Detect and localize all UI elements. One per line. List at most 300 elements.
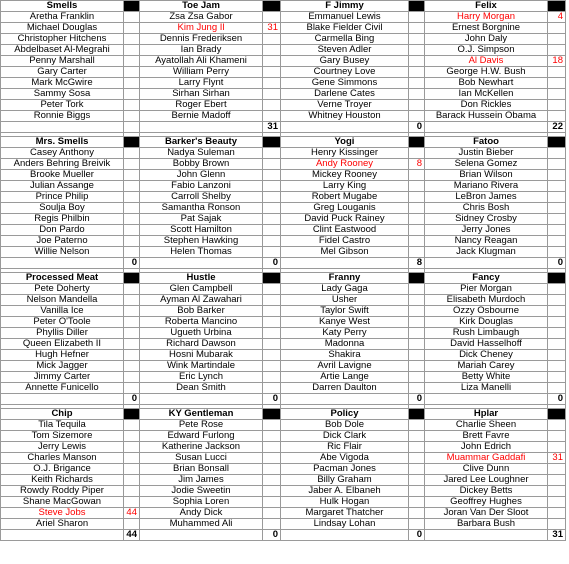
pick-points-cell[interactable]: [548, 203, 566, 214]
pick-points-cell[interactable]: [409, 23, 425, 34]
pick-points-cell[interactable]: [263, 339, 281, 350]
pick-name-cell[interactable]: David Puck Rainey: [281, 214, 409, 225]
pick-name-cell[interactable]: Jodie Sweetin: [140, 486, 263, 497]
pick-points-cell[interactable]: [548, 34, 566, 45]
pick-points-cell[interactable]: [548, 519, 566, 530]
pick-name-cell[interactable]: Shane MacGowan: [1, 497, 124, 508]
pick-name-cell[interactable]: Eric Lynch: [140, 372, 263, 383]
team-name-cell[interactable]: Barker's Beauty: [140, 137, 263, 148]
pick-name-cell[interactable]: Jim James: [140, 475, 263, 486]
total-spacer-cell[interactable]: [281, 394, 409, 405]
pick-points-cell[interactable]: [409, 508, 425, 519]
pick-name-cell[interactable]: Margaret Thatcher: [281, 508, 409, 519]
pick-name-cell[interactable]: Clive Dunn: [425, 464, 548, 475]
pick-points-cell[interactable]: [409, 361, 425, 372]
pick-name-cell[interactable]: Bob Barker: [140, 306, 263, 317]
pick-points-cell[interactable]: [263, 328, 281, 339]
pick-points-cell[interactable]: [263, 508, 281, 519]
total-spacer-cell[interactable]: [1, 258, 124, 269]
pick-name-cell[interactable]: Liza Manelli: [425, 383, 548, 394]
pick-name-cell[interactable]: Dickey Betts: [425, 486, 548, 497]
pick-points-cell[interactable]: [548, 111, 566, 122]
pick-points-cell[interactable]: [124, 453, 140, 464]
pick-name-cell[interactable]: Peter O'Toole: [1, 317, 124, 328]
team-name-cell[interactable]: Processed Meat: [1, 273, 124, 284]
total-spacer-cell[interactable]: [140, 394, 263, 405]
pick-name-cell[interactable]: O.J. Simpson: [425, 45, 548, 56]
team-name-cell[interactable]: Hplar: [425, 409, 548, 420]
pick-points-cell[interactable]: [548, 295, 566, 306]
pick-points-cell[interactable]: [548, 497, 566, 508]
pick-name-cell[interactable]: Richard Dawson: [140, 339, 263, 350]
pick-name-cell[interactable]: Abdelbaset Al-Megrahi: [1, 45, 124, 56]
pick-name-cell[interactable]: Pat Sajak: [140, 214, 263, 225]
pick-name-cell[interactable]: Phyllis Diller: [1, 328, 124, 339]
pick-points-cell[interactable]: [548, 78, 566, 89]
team-total-cell[interactable]: 0: [263, 530, 281, 541]
pick-points-cell[interactable]: [409, 350, 425, 361]
pick-name-cell[interactable]: Sirhan Sirhan: [140, 89, 263, 100]
pick-name-cell[interactable]: Darren Daulton: [281, 383, 409, 394]
pick-name-cell[interactable]: Ric Flair: [281, 442, 409, 453]
pick-points-cell[interactable]: [263, 45, 281, 56]
pick-name-cell[interactable]: Dick Cheney: [425, 350, 548, 361]
pick-name-cell[interactable]: Ronnie Biggs: [1, 111, 124, 122]
pick-points-cell[interactable]: [409, 247, 425, 258]
total-spacer-cell[interactable]: [1, 530, 124, 541]
pick-points-cell[interactable]: [263, 284, 281, 295]
pick-points-cell[interactable]: [548, 306, 566, 317]
pick-name-cell[interactable]: Carmella Bing: [281, 34, 409, 45]
pick-name-cell[interactable]: Billy Graham: [281, 475, 409, 486]
pick-points-cell[interactable]: [263, 519, 281, 530]
pick-name-cell[interactable]: Selena Gomez: [425, 159, 548, 170]
team-total-cell[interactable]: 22: [548, 122, 566, 133]
pick-points-cell[interactable]: [124, 372, 140, 383]
pick-points-cell[interactable]: [409, 420, 425, 431]
pick-points-cell[interactable]: [124, 350, 140, 361]
pick-points-cell[interactable]: [548, 284, 566, 295]
pick-name-cell[interactable]: Sophia Loren: [140, 497, 263, 508]
pick-name-cell[interactable]: David Hasselhoff: [425, 339, 548, 350]
pick-points-cell[interactable]: [124, 236, 140, 247]
total-spacer-cell[interactable]: [425, 258, 548, 269]
pick-points-cell[interactable]: [263, 497, 281, 508]
pick-name-cell[interactable]: Pier Morgan: [425, 284, 548, 295]
total-spacer-cell[interactable]: [140, 122, 263, 133]
pick-name-cell[interactable]: Jimmy Carter: [1, 372, 124, 383]
pick-points-cell[interactable]: [124, 339, 140, 350]
pick-points-cell[interactable]: [263, 111, 281, 122]
pick-points-cell[interactable]: [548, 214, 566, 225]
pick-points-cell[interactable]: [124, 464, 140, 475]
pick-points-cell[interactable]: [263, 420, 281, 431]
pick-points-cell[interactable]: [548, 361, 566, 372]
pick-name-cell[interactable]: Brett Favre: [425, 431, 548, 442]
pick-name-cell[interactable]: Muhammed Ali: [140, 519, 263, 530]
pick-name-cell[interactable]: Kim Jung Il: [140, 23, 263, 34]
pick-name-cell[interactable]: Willie Nelson: [1, 247, 124, 258]
pick-name-cell[interactable]: Charles Manson: [1, 453, 124, 464]
pick-name-cell[interactable]: Jerry Lewis: [1, 442, 124, 453]
pick-name-cell[interactable]: Ian McKellen: [425, 89, 548, 100]
pick-name-cell[interactable]: Mickey Rooney: [281, 170, 409, 181]
pick-points-cell[interactable]: [409, 236, 425, 247]
total-spacer-cell[interactable]: [425, 122, 548, 133]
pick-name-cell[interactable]: Pete Doherty: [1, 284, 124, 295]
pick-name-cell[interactable]: Katy Perry: [281, 328, 409, 339]
pick-name-cell[interactable]: Queen Elizabeth II: [1, 339, 124, 350]
pick-name-cell[interactable]: Michael Douglas: [1, 23, 124, 34]
pick-name-cell[interactable]: Verne Troyer: [281, 100, 409, 111]
pick-points-cell[interactable]: [124, 475, 140, 486]
pick-name-cell[interactable]: Courtney Love: [281, 67, 409, 78]
pick-points-cell[interactable]: [548, 475, 566, 486]
pick-name-cell[interactable]: Al Davis: [425, 56, 548, 67]
pick-points-cell[interactable]: [124, 100, 140, 111]
pick-name-cell[interactable]: Bob Dole: [281, 420, 409, 431]
pick-points-cell[interactable]: 18: [548, 56, 566, 67]
pick-name-cell[interactable]: Zsa Zsa Gabor: [140, 12, 263, 23]
pick-points-cell[interactable]: [409, 339, 425, 350]
pick-name-cell[interactable]: Barbara Bush: [425, 519, 548, 530]
team-total-cell[interactable]: 0: [263, 394, 281, 405]
pick-points-cell[interactable]: [263, 214, 281, 225]
pick-name-cell[interactable]: Jared Lee Loughner: [425, 475, 548, 486]
pick-name-cell[interactable]: Ariel Sharon: [1, 519, 124, 530]
pick-points-cell[interactable]: [124, 214, 140, 225]
pick-name-cell[interactable]: Keith Richards: [1, 475, 124, 486]
pick-name-cell[interactable]: Clint Eastwood: [281, 225, 409, 236]
pick-name-cell[interactable]: Abe Vigoda: [281, 453, 409, 464]
pick-points-cell[interactable]: [548, 23, 566, 34]
pick-name-cell[interactable]: Ozzy Osbourne: [425, 306, 548, 317]
pick-name-cell[interactable]: Ayatollah Ali Khameni: [140, 56, 263, 67]
pick-name-cell[interactable]: Lady Gaga: [281, 284, 409, 295]
pick-name-cell[interactable]: Chris Bosh: [425, 203, 548, 214]
pick-name-cell[interactable]: Fabio Lanzoni: [140, 181, 263, 192]
pick-name-cell[interactable]: Penny Marshall: [1, 56, 124, 67]
pick-points-cell[interactable]: [124, 442, 140, 453]
pick-name-cell[interactable]: Elisabeth Murdoch: [425, 295, 548, 306]
total-spacer-cell[interactable]: [281, 122, 409, 133]
pick-points-cell[interactable]: [548, 431, 566, 442]
pick-name-cell[interactable]: LeBron James: [425, 192, 548, 203]
pick-name-cell[interactable]: Nancy Reagan: [425, 236, 548, 247]
pick-points-cell[interactable]: [124, 45, 140, 56]
pick-points-cell[interactable]: [263, 192, 281, 203]
pick-points-cell[interactable]: [548, 420, 566, 431]
pick-name-cell[interactable]: Joe Paterno: [1, 236, 124, 247]
pick-name-cell[interactable]: Tom Sizemore: [1, 431, 124, 442]
team-name-cell[interactable]: Fancy: [425, 273, 548, 284]
pick-name-cell[interactable]: Katherine Jackson: [140, 442, 263, 453]
pick-points-cell[interactable]: [263, 12, 281, 23]
pick-points-cell[interactable]: [409, 295, 425, 306]
pick-name-cell[interactable]: George H.W. Bush: [425, 67, 548, 78]
pick-name-cell[interactable]: Artie Lange: [281, 372, 409, 383]
team-name-cell[interactable]: Felix: [425, 1, 548, 12]
pick-name-cell[interactable]: Steven Adler: [281, 45, 409, 56]
pick-points-cell[interactable]: [548, 192, 566, 203]
pick-name-cell[interactable]: Harry Morgan: [425, 12, 548, 23]
pick-points-cell[interactable]: [263, 383, 281, 394]
pick-points-cell[interactable]: [263, 225, 281, 236]
pick-points-cell[interactable]: [263, 34, 281, 45]
pick-points-cell[interactable]: [263, 170, 281, 181]
pick-points-cell[interactable]: [548, 317, 566, 328]
pick-points-cell[interactable]: [263, 486, 281, 497]
pick-points-cell[interactable]: [124, 361, 140, 372]
pick-points-cell[interactable]: [409, 497, 425, 508]
pick-points-cell[interactable]: 44: [124, 508, 140, 519]
pick-name-cell[interactable]: Hugh Hefner: [1, 350, 124, 361]
pick-points-cell[interactable]: 8: [409, 159, 425, 170]
pick-name-cell[interactable]: Peter Tork: [1, 100, 124, 111]
pick-name-cell[interactable]: John Edrich: [425, 442, 548, 453]
pick-points-cell[interactable]: [548, 442, 566, 453]
pick-name-cell[interactable]: Bobby Brown: [140, 159, 263, 170]
pick-points-cell[interactable]: [548, 45, 566, 56]
pick-name-cell[interactable]: Roger Ebert: [140, 100, 263, 111]
pick-points-cell[interactable]: [124, 486, 140, 497]
pick-name-cell[interactable]: Vanilla Ice: [1, 306, 124, 317]
pick-points-cell[interactable]: [124, 111, 140, 122]
pick-name-cell[interactable]: Jerry Jones: [425, 225, 548, 236]
pick-name-cell[interactable]: William Perry: [140, 67, 263, 78]
pick-points-cell[interactable]: [548, 247, 566, 258]
pick-points-cell[interactable]: [548, 181, 566, 192]
pick-name-cell[interactable]: Mick Jagger: [1, 361, 124, 372]
pick-points-cell[interactable]: [263, 203, 281, 214]
pick-points-cell[interactable]: [263, 442, 281, 453]
pick-name-cell[interactable]: Casey Anthony: [1, 148, 124, 159]
pick-name-cell[interactable]: Aretha Franklin: [1, 12, 124, 23]
pick-points-cell[interactable]: [124, 159, 140, 170]
pick-points-cell[interactable]: [409, 45, 425, 56]
pick-name-cell[interactable]: John Glenn: [140, 170, 263, 181]
pick-name-cell[interactable]: Fidel Castro: [281, 236, 409, 247]
pick-points-cell[interactable]: [409, 89, 425, 100]
pick-name-cell[interactable]: Nelson Mandella: [1, 295, 124, 306]
pick-points-cell[interactable]: [124, 328, 140, 339]
pick-points-cell[interactable]: [263, 475, 281, 486]
pick-points-cell[interactable]: [263, 431, 281, 442]
pick-name-cell[interactable]: Scott Hamilton: [140, 225, 263, 236]
pick-points-cell[interactable]: [124, 192, 140, 203]
team-name-cell[interactable]: Policy: [281, 409, 409, 420]
pick-points-cell[interactable]: 31: [263, 23, 281, 34]
team-name-cell[interactable]: Mrs. Smells: [1, 137, 124, 148]
pick-points-cell[interactable]: [409, 34, 425, 45]
pick-points-cell[interactable]: [409, 56, 425, 67]
pick-points-cell[interactable]: [409, 284, 425, 295]
pick-name-cell[interactable]: Ayman Al Zawahari: [140, 295, 263, 306]
pick-name-cell[interactable]: Usher: [281, 295, 409, 306]
team-total-cell[interactable]: 0: [263, 258, 281, 269]
pick-points-cell[interactable]: [124, 89, 140, 100]
pick-name-cell[interactable]: Mel Gibson: [281, 247, 409, 258]
team-total-cell[interactable]: 0: [124, 258, 140, 269]
pick-points-cell[interactable]: [263, 317, 281, 328]
pick-points-cell[interactable]: [548, 170, 566, 181]
pick-points-cell[interactable]: [409, 181, 425, 192]
pick-name-cell[interactable]: Avril Lavigne: [281, 361, 409, 372]
pick-points-cell[interactable]: [548, 350, 566, 361]
pick-points-cell[interactable]: [124, 23, 140, 34]
pick-points-cell[interactable]: 31: [548, 453, 566, 464]
pick-name-cell[interactable]: Sidney Crosby: [425, 214, 548, 225]
pick-name-cell[interactable]: Christopher Hitchens: [1, 34, 124, 45]
total-spacer-cell[interactable]: [1, 394, 124, 405]
pick-name-cell[interactable]: Emmanuel Lewis: [281, 12, 409, 23]
team-name-cell[interactable]: KY Gentleman: [140, 409, 263, 420]
pick-name-cell[interactable]: Dick Clark: [281, 431, 409, 442]
team-name-cell[interactable]: Yogi: [281, 137, 409, 148]
pick-points-cell[interactable]: [548, 225, 566, 236]
pick-name-cell[interactable]: Taylor Swift: [281, 306, 409, 317]
total-spacer-cell[interactable]: [281, 530, 409, 541]
pick-name-cell[interactable]: Hosni Mubarak: [140, 350, 263, 361]
pick-name-cell[interactable]: Mariah Carey: [425, 361, 548, 372]
team-name-cell[interactable]: Smells: [1, 1, 124, 12]
pick-points-cell[interactable]: [409, 519, 425, 530]
total-spacer-cell[interactable]: [425, 530, 548, 541]
pick-points-cell[interactable]: [124, 247, 140, 258]
pick-name-cell[interactable]: Hulk Hogan: [281, 497, 409, 508]
pick-name-cell[interactable]: Regis Philbin: [1, 214, 124, 225]
pick-name-cell[interactable]: Lindsay Lohan: [281, 519, 409, 530]
team-total-cell[interactable]: 0: [124, 394, 140, 405]
pick-points-cell[interactable]: [124, 284, 140, 295]
team-total-cell[interactable]: [124, 122, 140, 133]
team-total-cell[interactable]: 0: [409, 530, 425, 541]
pick-points-cell[interactable]: [548, 67, 566, 78]
pick-points-cell[interactable]: [409, 317, 425, 328]
pick-name-cell[interactable]: Joran Van Der Sloot: [425, 508, 548, 519]
pick-points-cell[interactable]: [548, 236, 566, 247]
pick-points-cell[interactable]: [409, 225, 425, 236]
pick-name-cell[interactable]: Nadya Suleman: [140, 148, 263, 159]
pick-points-cell[interactable]: [409, 328, 425, 339]
pick-points-cell[interactable]: [409, 214, 425, 225]
pick-name-cell[interactable]: Wink Martindale: [140, 361, 263, 372]
pick-points-cell[interactable]: [263, 247, 281, 258]
pick-points-cell[interactable]: [548, 100, 566, 111]
team-name-cell[interactable]: Fatoo: [425, 137, 548, 148]
pick-points-cell[interactable]: [409, 148, 425, 159]
team-total-cell[interactable]: 0: [548, 394, 566, 405]
pick-points-cell[interactable]: [124, 170, 140, 181]
pick-name-cell[interactable]: Andy Rooney: [281, 159, 409, 170]
team-name-cell[interactable]: Franny: [281, 273, 409, 284]
pick-points-cell[interactable]: [263, 350, 281, 361]
pick-name-cell[interactable]: Don Rickles: [425, 100, 548, 111]
team-total-cell[interactable]: 0: [409, 394, 425, 405]
pick-points-cell[interactable]: [409, 306, 425, 317]
team-name-cell[interactable]: Chip: [1, 409, 124, 420]
pick-points-cell[interactable]: [263, 464, 281, 475]
pick-name-cell[interactable]: Bob Newhart: [425, 78, 548, 89]
pick-name-cell[interactable]: Larry King: [281, 181, 409, 192]
pick-name-cell[interactable]: Soulja Boy: [1, 203, 124, 214]
pick-points-cell[interactable]: [548, 339, 566, 350]
pick-name-cell[interactable]: Gary Busey: [281, 56, 409, 67]
pick-points-cell[interactable]: [124, 148, 140, 159]
pick-points-cell[interactable]: [124, 67, 140, 78]
pick-name-cell[interactable]: John Daly: [425, 34, 548, 45]
pick-points-cell[interactable]: [263, 78, 281, 89]
pick-points-cell[interactable]: [409, 192, 425, 203]
pick-points-cell[interactable]: [409, 170, 425, 181]
pick-points-cell[interactable]: 4: [548, 12, 566, 23]
pick-points-cell[interactable]: [124, 317, 140, 328]
pick-name-cell[interactable]: Rush Limbaugh: [425, 328, 548, 339]
pick-name-cell[interactable]: Darlene Cates: [281, 89, 409, 100]
pick-points-cell[interactable]: [263, 67, 281, 78]
pick-name-cell[interactable]: Henry Kissinger: [281, 148, 409, 159]
pick-name-cell[interactable]: Stephen Hawking: [140, 236, 263, 247]
total-spacer-cell[interactable]: [425, 394, 548, 405]
pick-name-cell[interactable]: Rowdy Roddy Piper: [1, 486, 124, 497]
pick-points-cell[interactable]: [409, 453, 425, 464]
pick-points-cell[interactable]: [548, 486, 566, 497]
pick-name-cell[interactable]: Shakira: [281, 350, 409, 361]
pick-name-cell[interactable]: Jaber A. Elbaneh: [281, 486, 409, 497]
pick-points-cell[interactable]: [263, 181, 281, 192]
total-spacer-cell[interactable]: [140, 258, 263, 269]
team-total-cell[interactable]: 44: [124, 530, 140, 541]
pick-name-cell[interactable]: Kanye West: [281, 317, 409, 328]
pick-name-cell[interactable]: Pacman Jones: [281, 464, 409, 475]
pick-name-cell[interactable]: Ian Brady: [140, 45, 263, 56]
pick-name-cell[interactable]: O.J. Brigance: [1, 464, 124, 475]
pick-points-cell[interactable]: [409, 383, 425, 394]
pick-points-cell[interactable]: [263, 89, 281, 100]
pick-points-cell[interactable]: [409, 486, 425, 497]
pick-name-cell[interactable]: Charlie Sheen: [425, 420, 548, 431]
pick-name-cell[interactable]: Dennis Frederiksen: [140, 34, 263, 45]
pick-points-cell[interactable]: [548, 89, 566, 100]
pick-name-cell[interactable]: Brooke Mueller: [1, 170, 124, 181]
pick-points-cell[interactable]: [548, 328, 566, 339]
pick-points-cell[interactable]: [548, 508, 566, 519]
pick-points-cell[interactable]: [263, 453, 281, 464]
total-spacer-cell[interactable]: [1, 122, 124, 133]
pick-name-cell[interactable]: Mark McGwire: [1, 78, 124, 89]
pick-name-cell[interactable]: Roberta Mancino: [140, 317, 263, 328]
pick-points-cell[interactable]: [548, 148, 566, 159]
team-name-cell[interactable]: Toe Jam: [140, 1, 263, 12]
pick-points-cell[interactable]: [124, 306, 140, 317]
pick-name-cell[interactable]: Samantha Ronson: [140, 203, 263, 214]
pick-name-cell[interactable]: Brian Bonsall: [140, 464, 263, 475]
pick-points-cell[interactable]: [124, 225, 140, 236]
team-total-cell[interactable]: 31: [548, 530, 566, 541]
pick-points-cell[interactable]: [263, 361, 281, 372]
pick-name-cell[interactable]: Jack Klugman: [425, 247, 548, 258]
pick-points-cell[interactable]: [409, 203, 425, 214]
pick-points-cell[interactable]: [409, 12, 425, 23]
pick-points-cell[interactable]: [548, 372, 566, 383]
pick-points-cell[interactable]: [124, 78, 140, 89]
pick-name-cell[interactable]: Kirk Douglas: [425, 317, 548, 328]
pick-points-cell[interactable]: [124, 56, 140, 67]
pick-points-cell[interactable]: [409, 78, 425, 89]
pick-points-cell[interactable]: [409, 464, 425, 475]
pick-name-cell[interactable]: Whitney Houston: [281, 111, 409, 122]
pick-name-cell[interactable]: Tila Tequila: [1, 420, 124, 431]
